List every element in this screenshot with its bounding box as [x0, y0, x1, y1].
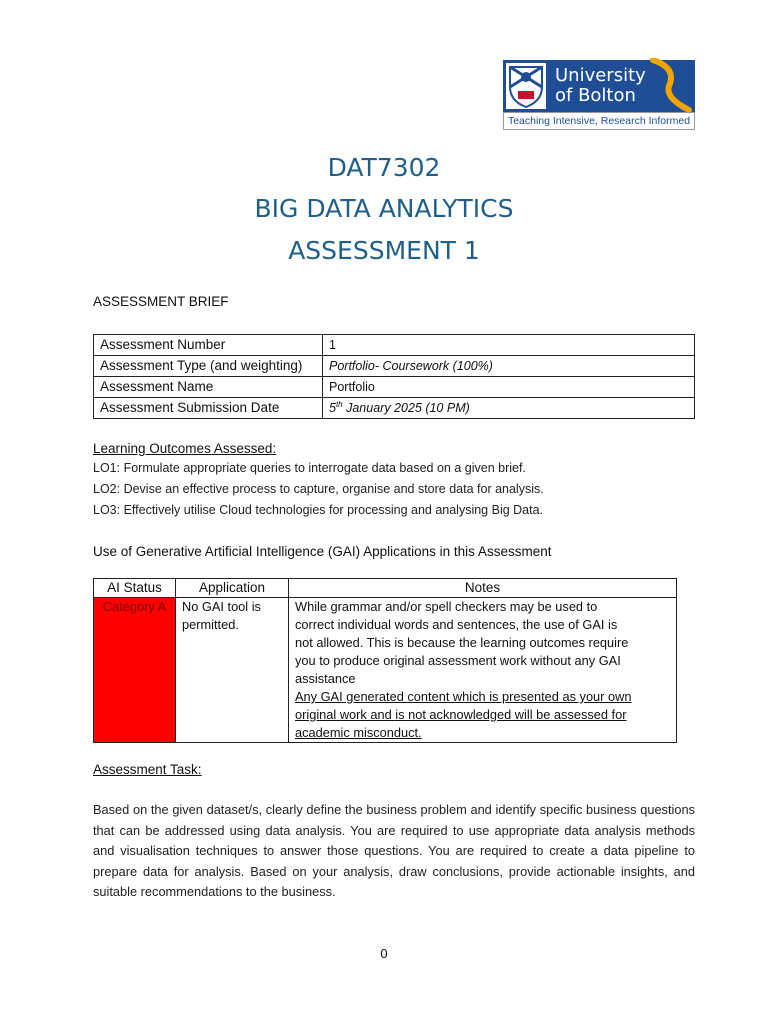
- notes-warning-line: original work and is not acknowledged will be assessed for: [295, 707, 627, 722]
- assessment-title: ASSESSMENT 1: [288, 236, 480, 265]
- logo-tagline: Teaching Intensive, Research Informed: [503, 112, 695, 130]
- date-day: 5: [329, 401, 336, 415]
- notes-line: While grammar and/or spell checkers may be used to: [295, 599, 598, 614]
- table-row: [94, 335, 695, 356]
- crest-icon: [506, 63, 546, 109]
- notes-cell: [289, 598, 677, 743]
- brief-label: Assessment Submission Date: [94, 398, 323, 419]
- application-line: No GAI tool is: [182, 599, 261, 614]
- module-code: DAT7302: [327, 153, 441, 182]
- learning-outcome-item: LO3: Effectively utilise Cloud technologies for processing and analysing Big Data.: [93, 503, 544, 517]
- task-body: Based on the given dataset/s, clearly define the business problem and identify specific business questions that can be addressed using data analysis. You are required to use appropriate data analysis methods and visualisation techniques to answer those questions. You are required to create a data pipeline to prepare data for analysis. Based on your analysis, draw conclusions, provide actionable insights, and suitable recommendations to the business.: [93, 802, 695, 899]
- logo-banner: [503, 60, 695, 112]
- table-row: [94, 356, 695, 377]
- table-row: [94, 598, 677, 743]
- logo-name-line2: of Bolton: [555, 85, 636, 106]
- date-suffix: th: [335, 399, 343, 409]
- gai-heading: Use of Generative Artificial Intelligence (GAI) Applications in this Assessment: [93, 544, 552, 559]
- table-row: [94, 398, 695, 419]
- gai-table: [93, 578, 677, 743]
- learning-outcome-item: LO2: Devise an effective process to capture, organise and store data for analysis.: [93, 482, 544, 496]
- brief-value: Portfolio- Coursework (100%): [323, 356, 695, 377]
- column-header: Notes: [289, 579, 677, 598]
- task-heading: Assessment Task:: [93, 762, 202, 777]
- brief-label: Assessment Number: [94, 335, 323, 356]
- brief-table: [93, 334, 695, 419]
- notes-warning-line: Any GAI generated content which is presented as your own: [295, 689, 632, 704]
- notes-line: not allowed. This is because the learning outcomes require: [295, 635, 629, 650]
- notes-warning-line: academic misconduct.: [295, 725, 422, 740]
- date-rest: January 2025 (10 PM): [342, 401, 470, 415]
- brief-label: Assessment Type (and weighting): [94, 356, 323, 377]
- application-line: permitted.: [182, 617, 239, 632]
- submission-date: [323, 398, 695, 419]
- table-row: [94, 377, 695, 398]
- logo-name-line1: University: [555, 65, 646, 86]
- swoosh-icon: [639, 58, 695, 114]
- learning-outcomes-heading: Learning Outcomes Assessed:: [93, 441, 277, 456]
- brief-value: 1: [323, 335, 695, 356]
- table-header-row: [94, 579, 677, 598]
- university-logo: [503, 60, 695, 130]
- column-header: AI Status: [94, 579, 176, 598]
- notes-line: correct individual words and sentences, the use of GAI is: [295, 617, 618, 632]
- brief-label: Assessment Name: [94, 377, 323, 398]
- ai-status-cell: Category A: [94, 598, 176, 743]
- page-number: 0: [380, 946, 388, 961]
- notes-line: assistance: [295, 671, 356, 686]
- notes-line: you to produce original assessment work without any GAI: [295, 653, 621, 668]
- column-header: Application: [176, 579, 289, 598]
- learning-outcome-item: LO1: Formulate appropriate queries to interrogate data based on a given brief.: [93, 461, 526, 475]
- module-title: BIG DATA ANALYTICS: [254, 194, 514, 223]
- brief-heading: ASSESSMENT BRIEF: [93, 294, 229, 309]
- brief-value: Portfolio: [323, 377, 695, 398]
- application-cell: [176, 598, 289, 743]
